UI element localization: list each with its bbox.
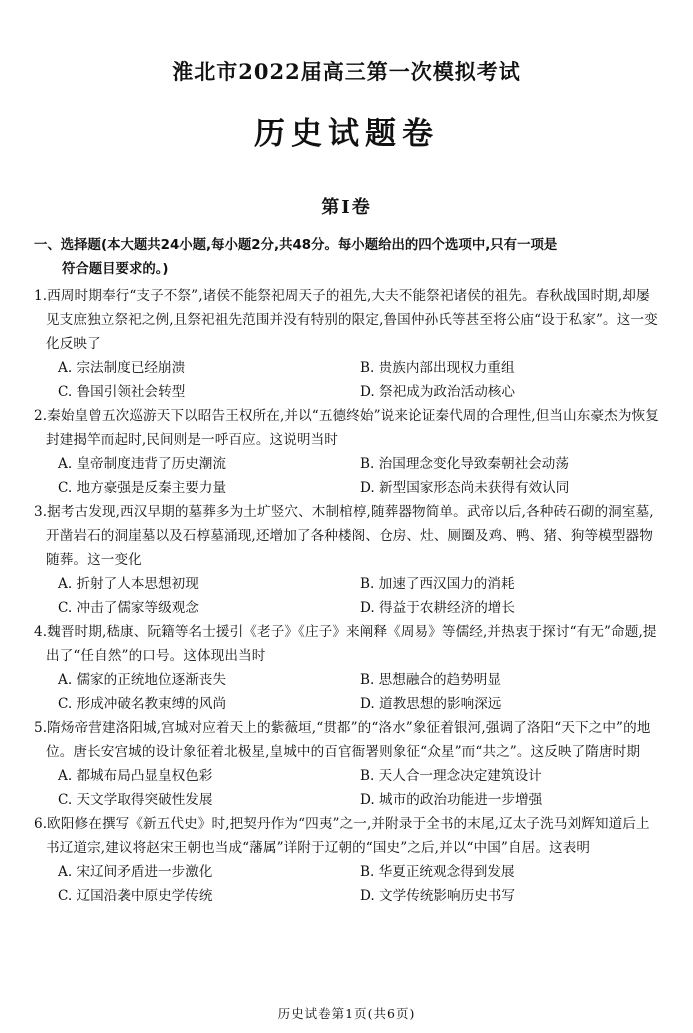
- question-stem: [34, 716, 662, 764]
- option-b: B. 华夏正统观念得到发展: [360, 864, 515, 880]
- section-instructions-line2: 符合题目要求的。): [62, 262, 169, 277]
- option-a: A. 皇帝制度违背了历史潮流: [58, 456, 226, 472]
- option-b: B. 加速了西汉国力的消耗: [360, 576, 515, 592]
- option-a: A. 折射了人本思想初现: [58, 576, 199, 592]
- question-number: 5.: [34, 720, 48, 736]
- question-number: 4.: [34, 624, 48, 640]
- option-c: C. 鲁国引领社会转型: [58, 384, 186, 400]
- question-text: 西周时期奉行“支子不祭”,诸侯不能祭祀周天子的祖先,大夫不能祭祀诸侯的祖先。春秋战国时期,却屡见支庶独立祭祀之例,且祭祀祖先范围并没有特别的限定,鲁国仲孙氏等甚至将公庙“设于私家”。这一变化反映了: [46, 288, 658, 352]
- option-list: [34, 572, 662, 620]
- option-b: B. 贵族内部出现权力重组: [360, 360, 515, 376]
- option-d: D. 得益于农耕经济的增长: [360, 600, 515, 616]
- subject-title: 历史试题卷: [254, 116, 439, 152]
- option-a: A. 宋辽间矛盾进一步激化: [58, 864, 213, 880]
- question-2: [34, 404, 662, 500]
- option-c: C. 冲击了儒家等级观念: [58, 600, 199, 616]
- question-1: [34, 284, 662, 404]
- question-number: 6.: [34, 816, 48, 832]
- option-a: A. 都城布局凸显皇权色彩: [58, 768, 213, 784]
- option-list: [34, 860, 662, 908]
- option-b: B. 天人合一理念决定建筑设计: [360, 768, 542, 784]
- option-d: D. 新型国家形态尚未获得有效认同: [360, 480, 570, 496]
- question-text: 据考古发现,西汉早期的墓葬多为土圹竖穴、木制棺椁,随葬器物简单。武帝以后,各种砖石砌的洞室墓,开凿岩石的洞崖墓以及石椁墓涌现,还增加了各种楼阁、仓房、灶、厕圈及鸡、鸭、猪、狗等模型器物随葬。这一变化: [46, 504, 654, 568]
- option-d: D. 祭祀成为政治活动核心: [360, 384, 515, 400]
- question-text: 秦始皇曾五次巡游天下以昭告王权所在,并以“五德终始”说来论证秦代周的合理性,但当山东豪杰为恢复封建揭竿而起时,民间则是一呼百应。这说明当时: [46, 408, 659, 448]
- option-d: D. 道教思想的影响深远: [360, 696, 502, 712]
- question-number: 2.: [34, 408, 48, 424]
- option-list: [34, 356, 662, 404]
- option-d: D. 文学传统影响历史书写: [360, 888, 515, 904]
- section-heading: [34, 234, 662, 282]
- question-text: 魏晋时期,嵇康、阮籍等名士援引《老子》《庄子》来阐释《周易》等儒经,并热衷于探讨“有无”命题,提出了“任自然”的口号。这体现出当时: [46, 624, 657, 664]
- question-list: [34, 284, 662, 908]
- question-5: [34, 716, 662, 812]
- question-text: 隋炀帝营建洛阳城,宫城对应着天上的紫薇垣,“贯都”的“洛水”象征着银河,强调了洛阳“天下之中”的地位。唐长安宫城的设计象征着北极星,皇城中的百官衙署则象征“众星”而“共之”。这反映了隋唐时期: [46, 720, 651, 760]
- option-list: [34, 668, 662, 716]
- option-list: [34, 452, 662, 500]
- page-footer: 历史试卷第1页(共6页): [277, 1006, 416, 1021]
- question-stem: [34, 500, 662, 572]
- option-a: A. 儒家的正统地位逐渐丧失: [58, 672, 226, 688]
- volume-title: 第Ⅰ卷: [321, 197, 372, 218]
- question-stem: [34, 284, 662, 356]
- section-instructions-line1: 一、选择题(本大题共24小题,每小题2分,共48分。每小题给出的四个选项中,只有一项是: [34, 238, 558, 253]
- question-stem: [34, 404, 662, 452]
- option-c: C. 地方豪强是反秦主要力量: [58, 480, 227, 496]
- question-number: 1.: [34, 288, 48, 304]
- question-3: [34, 500, 662, 620]
- question-number: 3.: [34, 504, 48, 520]
- option-a: A. 宗法制度已经崩溃: [58, 360, 186, 376]
- option-b: B. 思想融合的趋势明显: [360, 672, 501, 688]
- question-4: [34, 620, 662, 716]
- option-d: D. 城市的政治功能进一步增强: [360, 792, 543, 808]
- option-b: B. 治国理念变化导致秦朝社会动荡: [360, 456, 569, 472]
- exam-title: 淮北市2022届高三第一次模拟考试: [172, 59, 521, 84]
- question-6: [34, 812, 662, 908]
- option-list: [34, 764, 662, 812]
- option-c: C. 辽国沿袭中原史学传统: [58, 888, 213, 904]
- question-stem: [34, 812, 662, 860]
- option-c: C. 天文学取得突破性发展: [58, 792, 213, 808]
- option-c: C. 形成冲破名教束缚的风尚: [58, 696, 227, 712]
- question-stem: [34, 620, 662, 668]
- question-text: 欧阳修在撰写《新五代史》时,把契丹作为“四夷”之一,并附录于全书的末尾,辽太子洗马刘辉知道后上书辽道宗,建议将赵宋王朝也当成“藩属”详附于辽朝的“国史”之后,并以“中国”自居。这表明: [46, 816, 650, 856]
